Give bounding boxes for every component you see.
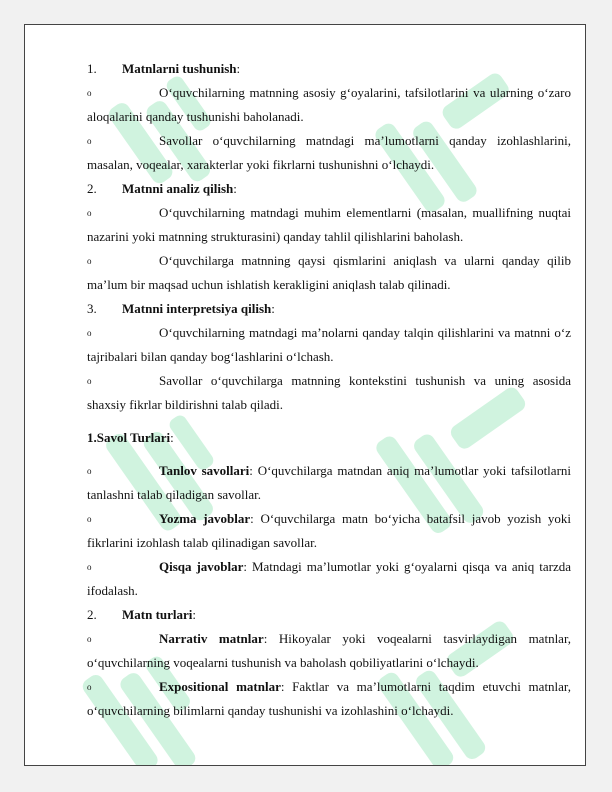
list-item-text: : Hikoyalar yoki voqealarni tasvirlaydigan matnlar, o‘quvchilarning voqealarni tushunish va baholash qobiliyatlarini o‘lchaydi. [87,631,572,670]
bullet-icon: o [87,208,92,218]
heading-savol-turlari [87,426,571,450]
list-number: 2. [87,181,97,196]
heading-suffix: : [271,301,275,316]
bullet-icon: o [87,634,92,644]
list-item-term: Tanlov savollari [159,463,250,478]
bullet-icon: o [87,562,92,572]
list-item [87,201,571,249]
bullet-icon: o [87,88,92,98]
heading-title: Matnlarni tushunish [122,61,237,76]
list-item-text: O‘quvchilarning matndagi muhim elementlarni (masalan, muallifning nuqtai nazarini yoki matnning strukturasini) qanday tahlil qilishlarini baholash. [87,205,571,244]
bullet-icon: o [87,376,92,386]
list-item-text: Savollar o‘quvchilarning matndagi ma’lumotlarni qanday izohlashlarini, masalan, voqealar, xarakterlar yoki fikrlarni tushunishni o‘lchaydi. [87,133,571,172]
list-item [87,459,571,507]
list-item-text: : O‘quvchilarga matn bo‘yicha batafsil javob yozish yoki fikrlarini izohlash talab qilinadigan savollar. [87,511,571,550]
list-item-text: O‘quvchilarga matnning qaysi qismlarini aniqlash va ularni qanday qilib ma’lum bir maqsad uchun ishlatish kerakligini aniqlash talab qilinadi. [87,253,571,292]
heading-matnni-interpretsiya-qilish [87,297,571,321]
list-item [87,627,571,675]
bullet-icon: o [87,256,92,266]
list-item-text: : O‘quvchilarga matndan aniq ma’lumotlar yoki tafsilotlarni tanlashni talab qiladigan savollar. [87,463,572,502]
heading-title: Matn turlari [122,607,193,622]
document-page [24,24,586,766]
list-number: 2. [87,607,97,622]
list-item-text: Savollar o‘quvchilarga matnning kontekstini tushunish va uning asosida shaxsiy fikrlar bildirishni talab qiladi. [87,373,571,412]
heading-suffix: : [233,181,237,196]
list-number: 3. [87,301,97,316]
list-item [87,675,571,723]
list-item-text: : Faktlar va ma’lumotlarni taqdim etuvchi matnlar, o‘quvchilarning bilimlarni qanday tushunishi va izohlashini o‘lchaydi. [87,679,571,718]
heading-suffix: : [192,607,197,622]
heading-matn-turlari [87,603,571,627]
list-item-term: Narrativ matnlar [159,631,264,646]
list-item [87,555,571,603]
bullet-icon: o [87,514,92,524]
list-item [87,129,571,177]
list-item [87,81,571,129]
list-item-text: O‘quvchilarning matnning asosiy g‘oyalarini, tafsilotlarini va ularning o‘zaro aloqalarini qanday tushunishi baholanadi. [87,85,571,124]
bullet-icon: o [87,682,92,692]
heading-suffix: : [170,430,174,445]
list-item-term: Expositional matnlar [159,679,281,694]
heading-title: Matnni interpretsiya qilish [122,301,272,316]
list-item-text: : Matndagi ma’lumotlar yoki g‘oyalarni qisqa va aniq tarzda ifodalash. [87,559,571,598]
list-item [87,249,571,297]
list-item [87,369,571,417]
list-item-text: O‘quvchilarning matndagi ma’nolarni qanday talqin qilishlarini va matnni o‘z tajribalari bilan qanday bog‘lashlarini o‘lchash. [87,325,571,364]
heading-title: 1.Savol Turlari [87,430,171,445]
bullet-icon: o [87,328,92,338]
list-item [87,507,571,555]
list-number: 1. [87,61,97,76]
document-body [87,57,571,723]
bullet-icon: o [87,466,92,476]
heading-matnni-analiz-qilish [87,177,571,201]
list-item [87,321,571,369]
heading-title: Matnni analiz qilish [122,181,234,196]
bullet-icon: o [87,136,92,146]
list-item-term: Qisqa javoblar [159,559,244,574]
list-item-term: Yozma javoblar [159,511,251,526]
heading-suffix: : [236,61,241,76]
heading-matnlarni-tushunish [87,57,571,81]
